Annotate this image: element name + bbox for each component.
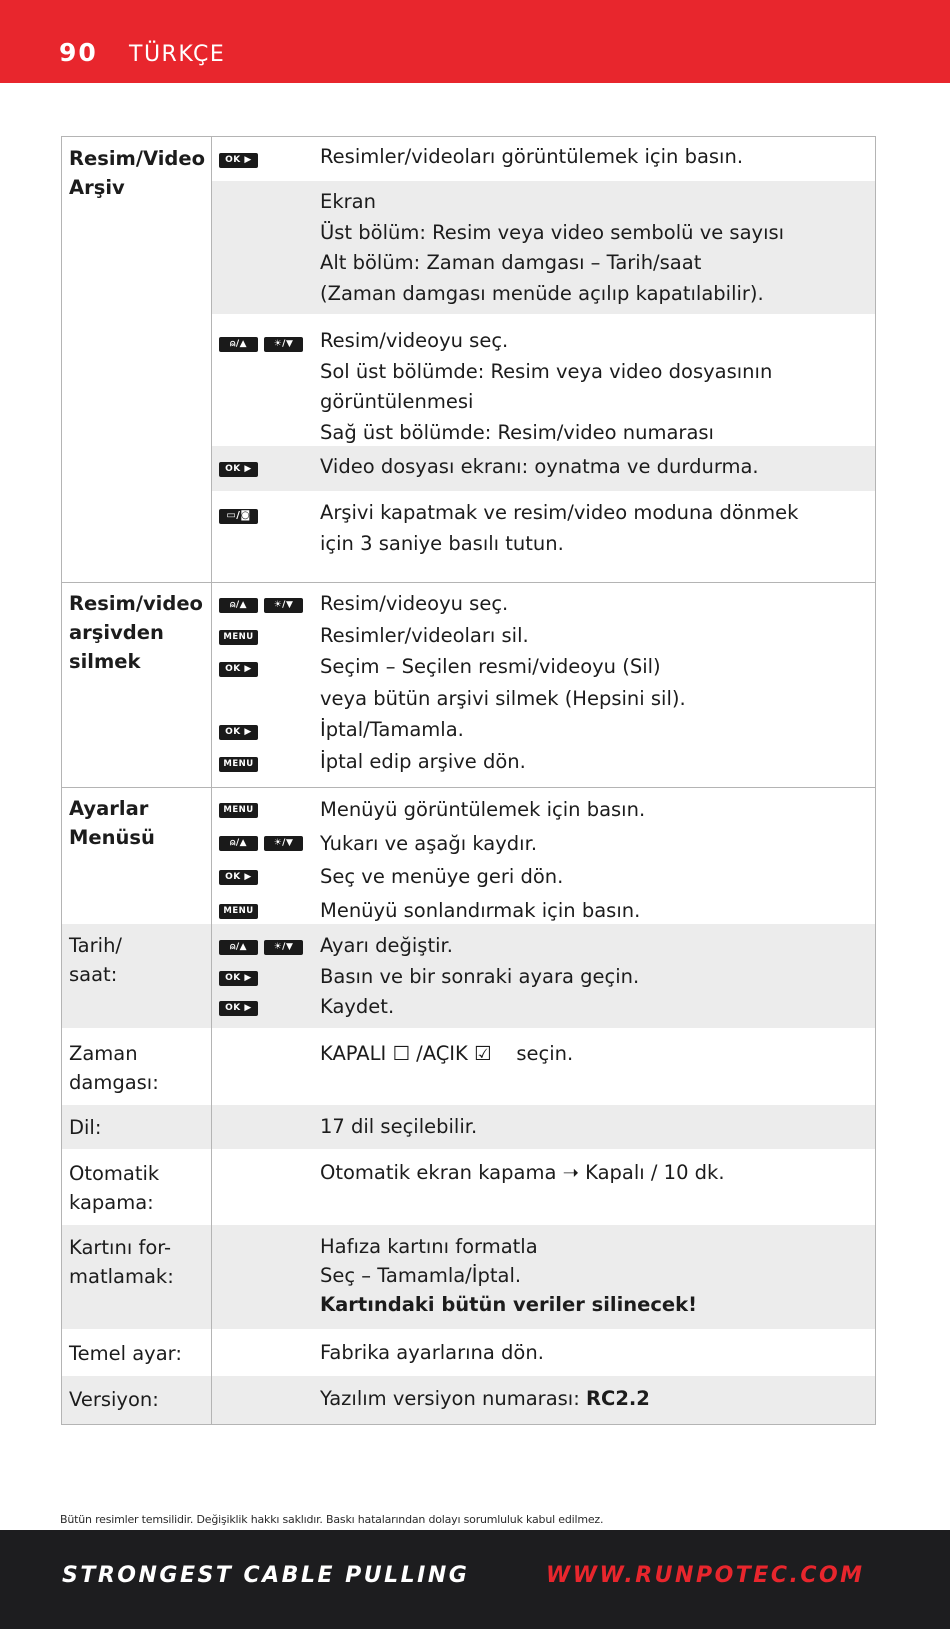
step-text: Yukarı ve aşağı kaydır. — [320, 831, 538, 855]
label-language: Dil: — [69, 1116, 102, 1139]
label-line: Resim/video — [69, 592, 203, 615]
label-settings — [69, 794, 209, 852]
menu-icon: MENU — [219, 904, 258, 919]
language-title: TÜRKÇE — [129, 42, 226, 67]
step-text: için 3 saniye basılı tutun. — [320, 531, 564, 555]
warning-text: Kartındaki bütün veriler silinecek! — [320, 1293, 698, 1316]
column-divider — [211, 136, 212, 1425]
language-text: 17 dil seçilebilir. — [320, 1115, 478, 1138]
step-text: Resimler/videoları görüntülemek için basın. — [320, 145, 744, 168]
label-version: Versiyon: — [69, 1388, 159, 1411]
step-text: (Zaman damgası menüde açılıp kapatılabilir). — [320, 281, 764, 305]
ok-icon: OK ▶ — [219, 1001, 258, 1016]
icon-group — [219, 938, 303, 956]
instruction-table — [61, 136, 876, 1425]
step-text: Seçim – Seçilen resmi/videoyu (Sil) — [320, 655, 661, 678]
step-text: Arşivi kapatmak ve resim/video moduna dönmek — [320, 501, 799, 524]
row-divider — [61, 582, 876, 583]
icon-group — [219, 834, 303, 852]
icon-group — [219, 335, 303, 353]
label-delete — [69, 589, 209, 676]
icon-group — [219, 902, 258, 920]
step-text: Resimler/videoları sil. — [320, 623, 529, 647]
icon-group — [219, 801, 258, 819]
ok-icon: OK ▶ — [219, 462, 258, 477]
step-text: Video dosyası ekranı: oynatma ve durdurma. — [320, 455, 759, 478]
page-number: 90 — [59, 38, 98, 67]
archive-step-1 — [320, 142, 870, 173]
step-text: veya bütün arşivi silmek (Hepsini sil). — [320, 686, 686, 710]
label-format — [69, 1233, 209, 1291]
icon-group — [219, 628, 258, 646]
label-line: Resim/Video — [69, 147, 205, 170]
icon-group — [219, 969, 258, 987]
camera-mode-icon: ▭/◙ — [219, 509, 258, 524]
menu-icon: MENU — [219, 630, 258, 645]
label-line: damgası: — [69, 1071, 159, 1094]
label-line: Otomatik — [69, 1162, 160, 1185]
down-icon: ☀/▼ — [264, 598, 303, 613]
step-text: Alt bölüm: Zaman damgası – Tarih/saat — [320, 251, 702, 274]
step-text: Resim/videoyu seç. — [320, 329, 509, 352]
down-icon: ☀/▼ — [264, 940, 303, 955]
archive-step-4 — [320, 452, 870, 483]
label-line: silmek — [69, 650, 141, 673]
up-icon: ⍝/▲ — [219, 337, 258, 352]
up-icon: ⍝/▲ — [219, 940, 258, 955]
step-text: Kaydet. — [320, 995, 395, 1018]
version-text: Yazılım versiyon numarası: — [320, 1387, 586, 1410]
settings-steps — [320, 793, 870, 927]
label-timestamp — [69, 1039, 209, 1097]
slogan: STRONGEST CABLE PULLING — [62, 1563, 470, 1588]
step-text: Menüyü görüntülemek için basın. — [320, 798, 646, 821]
archive-step-3 — [320, 326, 870, 448]
label-line: Zaman — [69, 1042, 138, 1065]
step-text: Sol üst bölümde: Resim veya video dosyasının — [320, 359, 773, 383]
step-text: Sağ üst bölümde: Resim/video numarası — [320, 420, 714, 444]
step-text: Menüyü sonlandırmak için basın. — [320, 898, 641, 922]
label-line: Tarih/ — [69, 934, 122, 957]
row-divider — [61, 787, 876, 788]
step-text: Seç ve menüye geri dön. — [320, 865, 564, 888]
page-footer — [0, 1530, 950, 1629]
icon-group — [219, 596, 303, 614]
icon-group — [219, 999, 258, 1017]
step-text: Üst bölüm: Resim veya video sembolü ve sayısı — [320, 220, 785, 244]
label-reset: Temel ayar: — [69, 1342, 182, 1365]
ok-icon: OK ▶ — [219, 153, 258, 168]
archive-step-2 — [320, 187, 870, 309]
archive-step-5 — [320, 498, 870, 559]
icon-group — [219, 723, 258, 741]
ok-icon: OK ▶ — [219, 662, 258, 677]
format-steps — [320, 1232, 870, 1319]
ok-icon: OK ▶ — [219, 870, 258, 885]
icon-group — [219, 868, 258, 886]
timestamp-text: KAPALI ☐ /AÇIK ☑ seçin. — [320, 1042, 574, 1065]
icon-group — [219, 755, 258, 773]
label-autooff — [69, 1159, 209, 1217]
disclaimer: Bütün resimler temsilidir. Değişiklik hakkı saklıdır. Baskı hatalarından dolayı sorumluluk kabul edilmez. — [60, 1513, 604, 1526]
label-line: kapama: — [69, 1191, 154, 1214]
label-archive — [69, 144, 209, 202]
version-row-text — [320, 1384, 870, 1415]
up-icon: ⍝/▲ — [219, 836, 258, 851]
label-line: saat: — [69, 963, 118, 986]
ok-icon: OK ▶ — [219, 971, 258, 986]
step-text: Resim/videoyu seç. — [320, 592, 509, 615]
label-datetime — [69, 931, 209, 989]
label-line: matlamak: — [69, 1265, 174, 1288]
step-text: görüntülenmesi — [320, 390, 474, 413]
down-icon: ☀/▼ — [264, 836, 303, 851]
step-text: Seç – Tamamla/İptal. — [320, 1264, 522, 1287]
label-line: Arşiv — [69, 176, 125, 199]
version-number: RC2.2 — [586, 1387, 650, 1410]
autooff-text: Otomatik ekran kapama ➝ Kapalı / 10 dk. — [320, 1161, 725, 1184]
icon-group — [219, 151, 258, 169]
menu-icon: MENU — [219, 757, 258, 772]
reset-text: Fabrika ayarlarına dön. — [320, 1341, 544, 1364]
website-link: WWW.RUNPOTEC.COM — [546, 1563, 865, 1588]
up-icon: ⍝/▲ — [219, 598, 258, 613]
menu-icon: MENU — [219, 803, 258, 818]
step-text: İptal edip arşive dön. — [320, 749, 526, 773]
icon-group — [219, 507, 258, 525]
label-line: Ayarlar — [69, 797, 149, 820]
ok-icon: OK ▶ — [219, 725, 258, 740]
step-text: Hafıza kartını formatla — [320, 1235, 538, 1258]
page-header — [0, 0, 950, 83]
delete-steps — [320, 588, 870, 777]
datetime-steps — [320, 931, 870, 1023]
icon-group — [219, 460, 258, 478]
label-line: Kartını for- — [69, 1236, 172, 1259]
label-line: Menüsü — [69, 826, 155, 849]
step-text: Ekran — [320, 190, 376, 213]
step-text: Basın ve bir sonraki ayara geçin. — [320, 964, 640, 988]
icon-group — [219, 660, 258, 678]
step-text: Ayarı değiştir. — [320, 934, 453, 957]
label-line: arşivden — [69, 621, 164, 644]
down-icon: ☀/▼ — [264, 337, 303, 352]
step-text: İptal/Tamamla. — [320, 718, 464, 741]
